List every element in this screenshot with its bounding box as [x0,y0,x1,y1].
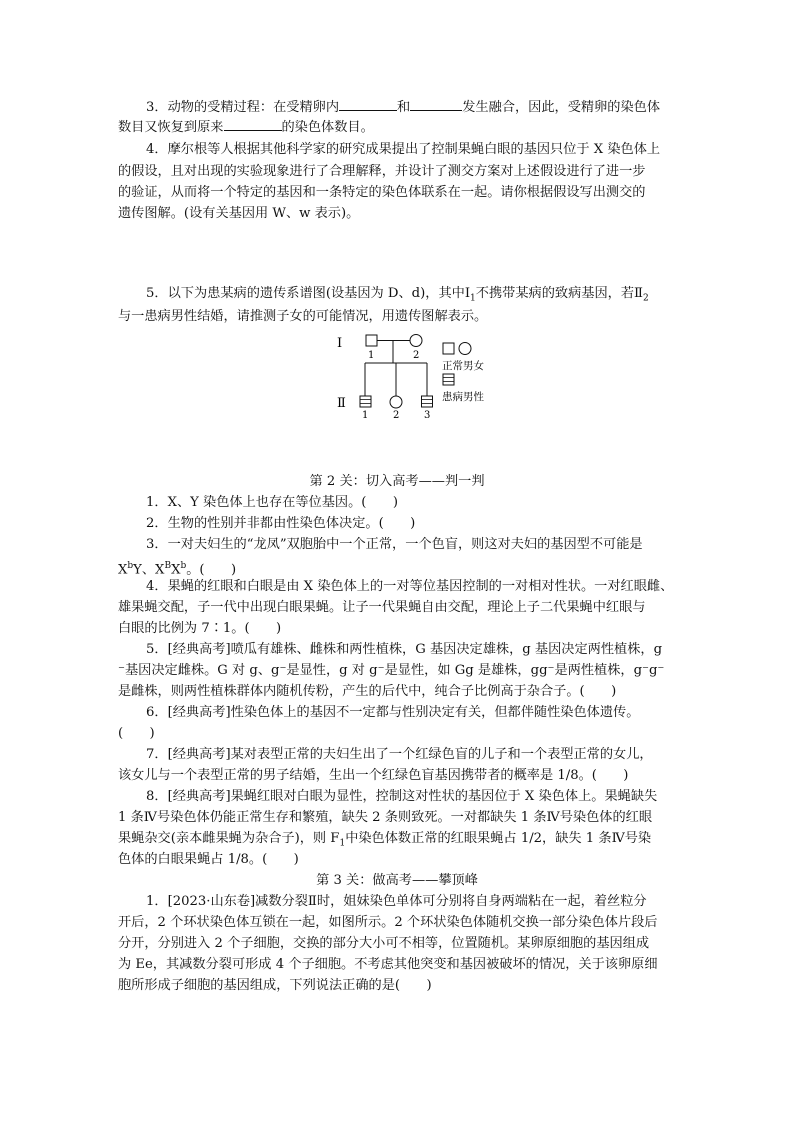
q4-line-4: 遗传图解。(设有关基因用 W、w 表示)。 [118,206,360,221]
s2-q8-line-1: 8．[经典高考]果蝇红眼对白眼为显性，控制这对性状的基因位于 X 染色体上。果蝇缺失 [146,789,658,804]
s2-q8-line-3: 果蝇杂交(亲本雌果蝇为杂合子)，则 $F_1$中染色体数正常的红眼果蝇占 1/2，缺失 1 条Ⅳ号染 [118,831,652,849]
male-affected-ii3 [422,396,433,407]
female-normal-i2 [410,335,422,347]
q4-line-3: 的验证，从而将一个特定的基因和一条特定的染色体联系在一起。请你根据假设写出测交的 [118,185,646,200]
s2-q5-line-2: ⁻基因决定雌株。G 对 g、g⁻是显性，g 对 g⁻是显性，如 Gg 是雄株，gg⁻是两性植株，g⁻g⁻ [118,663,665,678]
s2-q5-line-3: 是雌株，则两性植株群体内随机传粉，产生的后代中，纯合子比例高于杂合子。( ) [118,684,617,699]
q3-line-2: 数目又恢复到原来 的染色体数目。 [118,117,678,138]
ii1-number: 1 [362,410,369,421]
s2-q4-line-3: 白眼的比例为 7∶1。( ) [118,621,282,636]
male-affected-ii1 [360,396,371,407]
generation-2-label: Ⅱ [337,396,346,411]
generation-1-label: Ⅰ [337,336,343,351]
legend-affected-male [443,374,454,385]
s3-q1-line-2: 开后，2 个环状染色体互锁在一起，如图所示。2 个环状染色体随机交换一部分染色体片段后 [118,915,658,930]
i2-number: 2 [413,350,420,361]
answer-blank-2[interactable] [410,97,462,111]
legend-normal-label: 正常男女 [442,360,484,372]
answer-blank-1[interactable] [339,97,397,111]
s3-q1-line-1: 1．[2023·山东卷]减数分裂Ⅱ时，姐妹染色单体可分别将自身两端粘在一起，着丝粒分 [146,894,647,909]
q4-line-2: 的假设，且对出现的实验现象进行了合理解释，并设计了测交方案对上述假设进行了进一步 [118,164,646,179]
q5-line-2: 与一患病男性结婚，请推测子女的可能情况，用遗传图解表示。 [118,309,488,324]
s3-q1-line-4: 为 Ee，其减数分裂可形成 4 个子细胞。不考虑其他突变和基因被破坏的情况，关于该卵原细 [118,957,658,972]
s3-q1-line-5: 胞所形成子细胞的基因组成，下列说法正确的是( ) [118,978,432,993]
s2-q8-line-4: 色体的白眼果蝇占 1/8。( ) [118,852,299,867]
s2-q1: 1．X、Y 染色体上也存在等位基因。( ) [146,495,398,510]
section-2-title: 第 2 关：切入高考——判一判 [309,474,485,489]
s2-q4-line-1: 4．果蝇的红眼和白眼是由 X 染色体上的一对等位基因控制的一对相对性状。一对红眼雌、 [146,579,674,594]
answer-blank-3[interactable] [224,117,282,131]
q3-line-1: 3．动物的受精过程：在受精卵内 和 发生融合，因此，受精卵的染色体 [146,97,706,118]
ii2-number: 2 [393,410,400,421]
legend-normal-male [443,343,454,354]
s2-q3-line-1: 3．一对夫妇生的“龙凤”双胞胎中一个正常，一个色盲，则这对夫妇的基因型不可能是 [146,537,643,552]
s2-q8-line-2: 1 条Ⅳ号染色体仍能正常生存和繁殖，缺失 2 条则致死。一对都缺失 1 条Ⅳ号染色体的红眼 [118,810,653,825]
pedigree-chart [330,333,530,421]
s2-q4-line-2: 雄果蝇交配，子一代中出现白眼果蝇。让子一代果蝇自由交配，理论上子二代果蝇中红眼与 [118,600,646,615]
s2-q6-line-1: 6．[经典高考]性染色体上的基因不一定都与性别决定有关，但都伴随性染色体遗传。 [146,705,640,720]
legend-affected-label: 患病男性 [442,391,484,403]
s2-q3-line-2: $X^bY$、$X^BX^b$。( ) [118,561,237,578]
q5-line-1: 5．以下为患某病的遗传系谱图(设基因为 D、d)，其中$Ⅰ_1$不携带某病的致病基因，若$Ⅱ_2$ [146,286,649,304]
s2-q7-line-1: 7．[经典高考]某对表型正常的夫妇生出了一个红绿色盲的儿子和一个表型正常的女儿， [146,747,653,762]
s2-q7-line-2: 该女儿与一个表型正常的男子结婚，生出一个红绿色盲基因携带者的概率是 1/8。( ) [118,768,629,783]
section-3-title: 第 3 关：做高考——攀顶峰 [316,873,478,888]
ii3-number: 3 [424,410,431,421]
s2-q6-line-2: ( ) [118,726,155,741]
s2-q5-line-1: 5．[经典高考]喷瓜有雄株、雌株和两性植株，G 基因决定雄株，g 基因决定两性植株，g [146,642,663,657]
i1-number: 1 [368,350,375,361]
q4-line-1: 4．摩尔根等人根据其他科学家的研究成果提出了控制果蝇白眼的基因只位于 X 染色体上 [146,142,661,157]
legend-normal-female [459,343,471,355]
male-normal-i1 [366,335,377,346]
s2-q2: 2．生物的性别并非都由性染色体决定。( ) [146,516,416,531]
s3-q1-line-3: 分开，分别进入 2 个子细胞，交换的部分大小可不相等，位置随机。某卵原细胞的基因组成 [118,936,650,951]
female-normal-ii2 [390,396,402,408]
